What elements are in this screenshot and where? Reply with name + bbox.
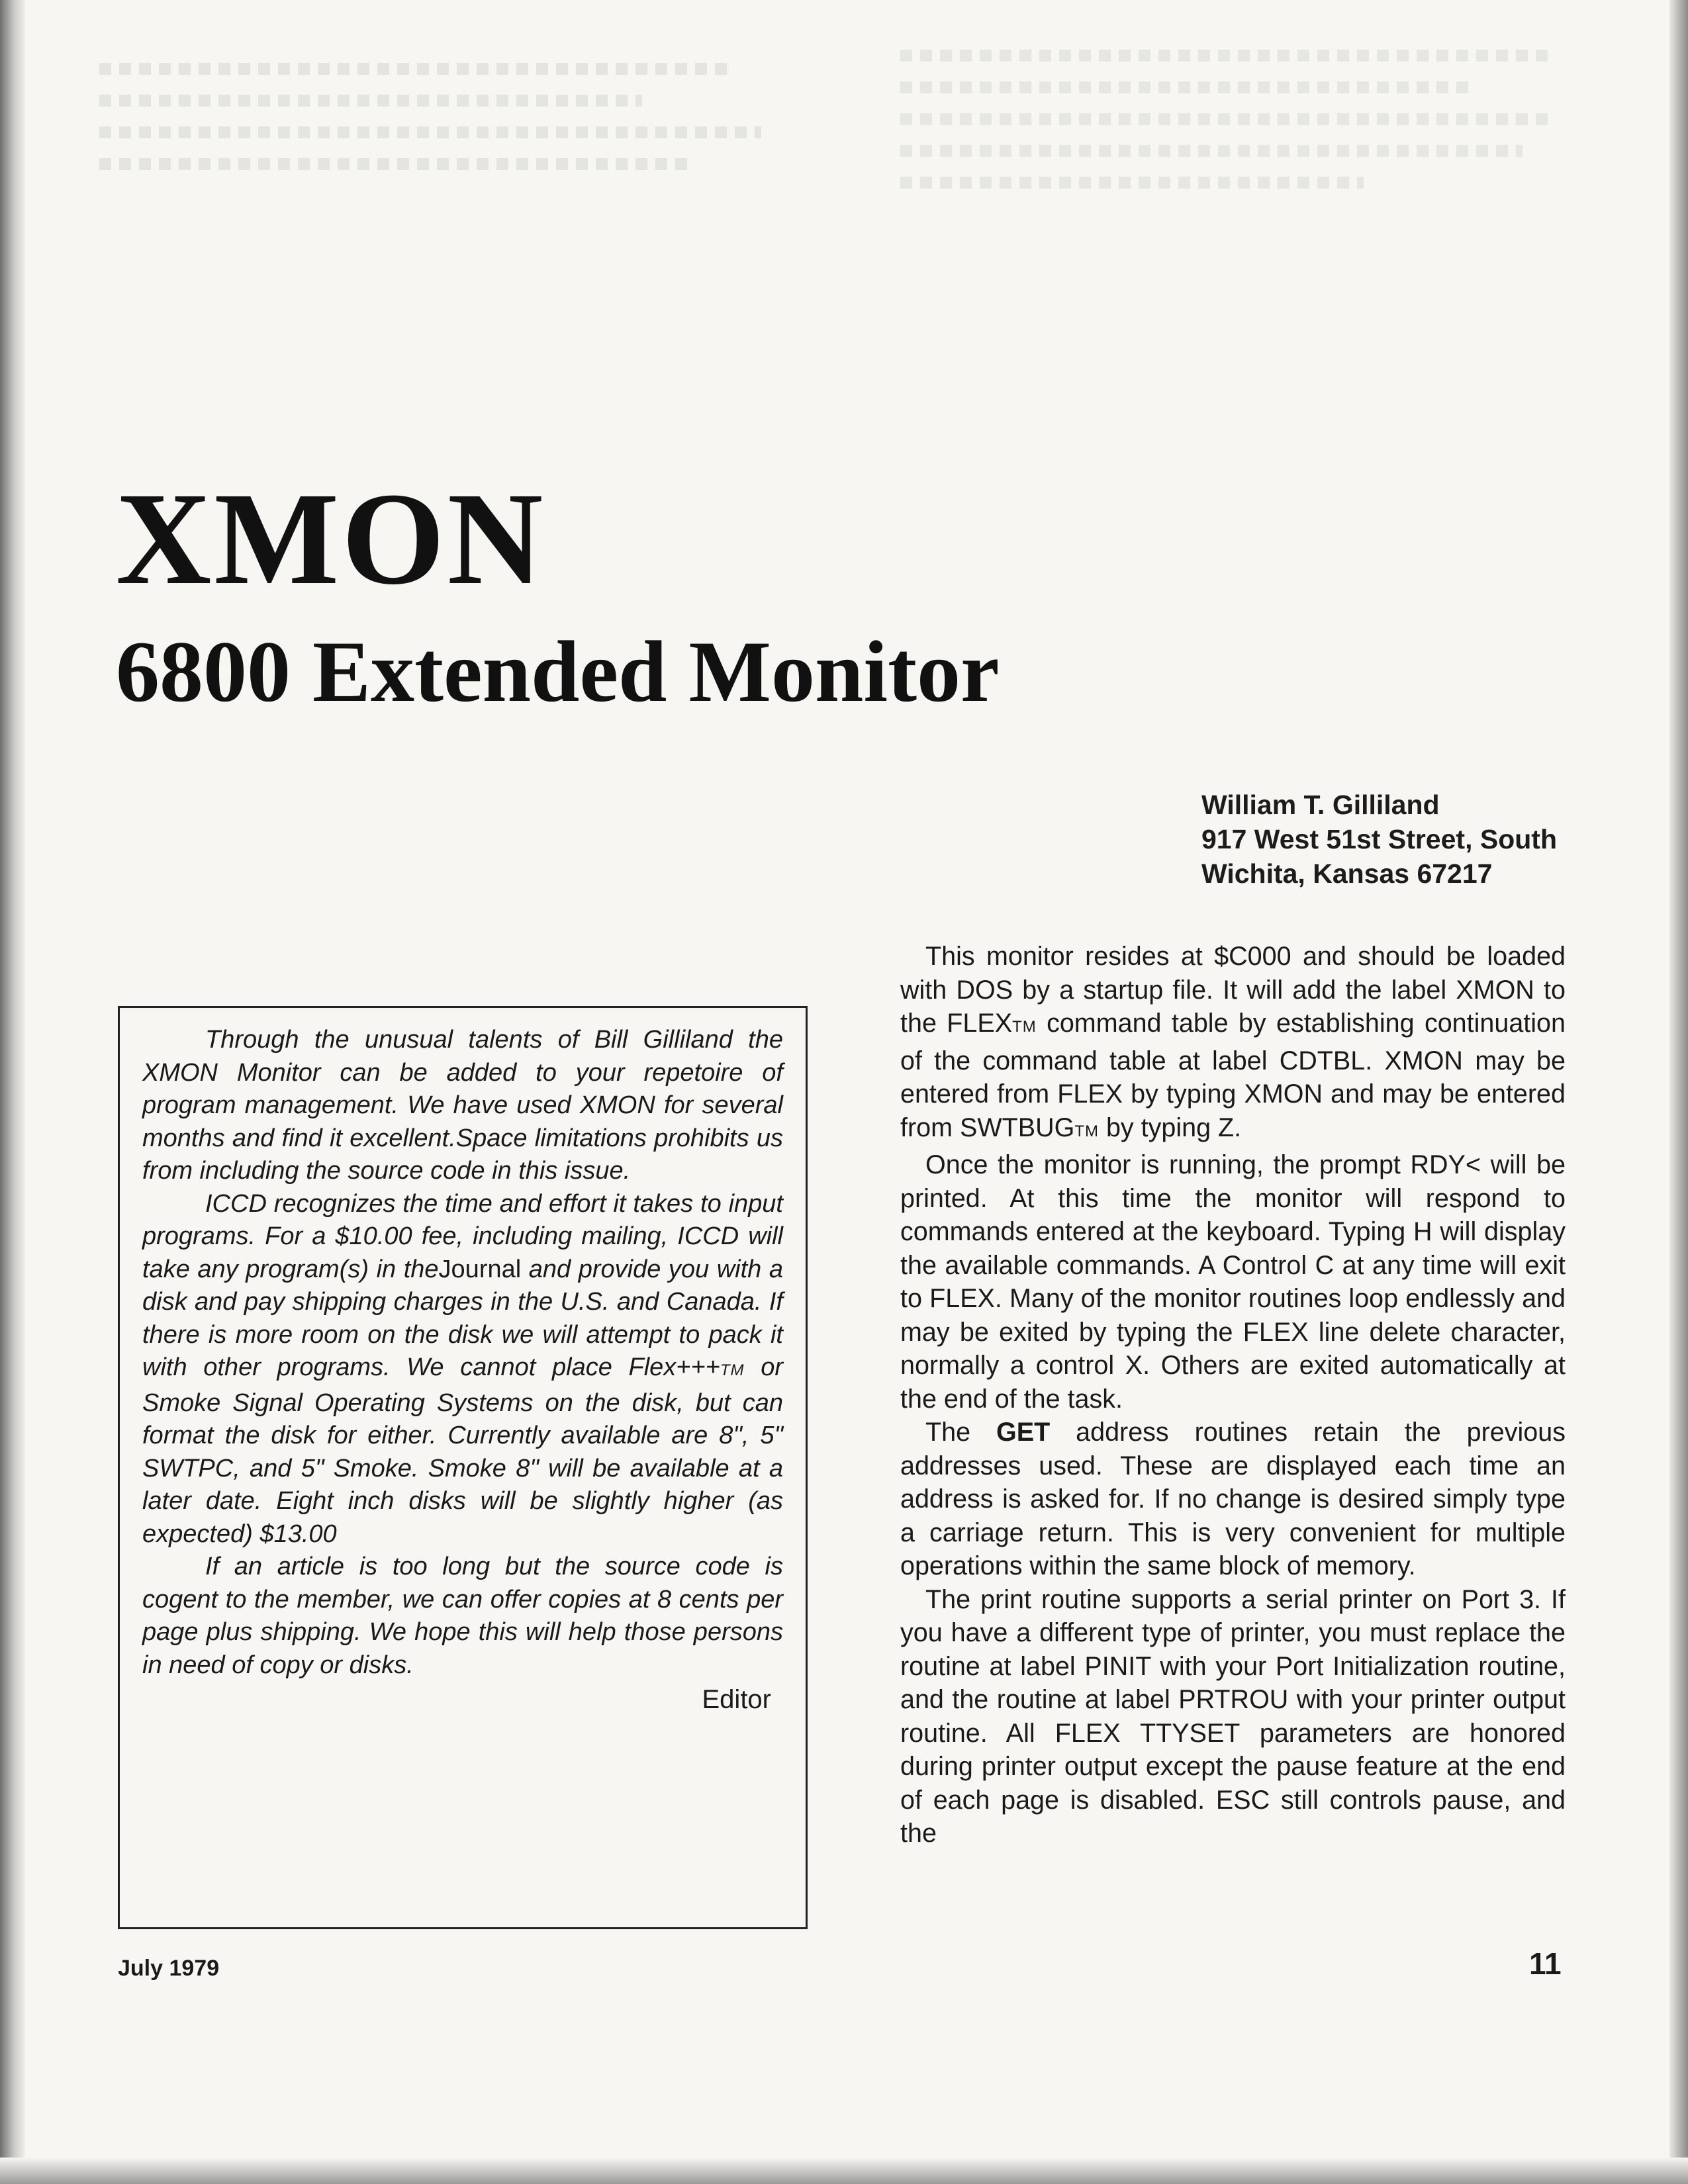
scan-shadow-bottom <box>0 2158 1688 2184</box>
editor-note-paragraph <box>142 1188 783 1551</box>
page-number: 11 <box>1529 1946 1562 1981</box>
author-city: Wichita, Kansas 67217 <box>1201 858 1493 889</box>
author-street: 917 West 51st Street, South <box>1201 824 1557 854</box>
editor-note-paragraph: Through the unusual talents of Bill Gilliland the XMON Monitor can be added to your repetoire of program management. We have used XMON for several months and find it excellent.Space limitations prohibits us from including the source code in this issue. <box>142 1026 783 1185</box>
scan-shadow-right <box>1669 0 1688 2184</box>
body-text: by typing Z. <box>1105 1113 1242 1142</box>
bleed-through-left <box>99 53 814 190</box>
footer-date: July 1979 <box>118 1956 220 1981</box>
article-title: XMON <box>116 466 546 612</box>
bleed-through-right <box>900 40 1562 208</box>
body-paragraph: The print routine supports a serial printer on Port 3. If you have a different type of printer, you must replace the routine at label PINIT with your Port Initialization routine, and the routine at label PRTROU with your printer output routine. All FLEX TTYSET parameters are honored during printer output except the pause feature at the end of each page is disabled. ESC still controls pause, and the <box>900 1584 1566 1848</box>
journal-word: Journal <box>438 1255 522 1283</box>
body-text: address routines retain the previous addresses used. These are displayed each time an address is asked for. If no change is desired simply type a carriage return. This is very convenient for multiple operations within the same block of memory. <box>900 1418 1566 1580</box>
editor-note-paragraph: If an article is too long but the source code is cogent to the member, we can offer copies at 8 cents per page plus shipping. We hope this will help those persons in need of copy or disks. <box>142 1553 783 1679</box>
article-body <box>900 940 1566 1850</box>
body-text: This monitor resides at $C000 and should be loaded with DOS by a startup file. It will add the label XMON to the FLEX <box>900 942 1566 1038</box>
scan-shadow-left <box>0 0 25 2184</box>
trademark-mark: TM <box>720 1361 745 1379</box>
body-text: The <box>925 1418 971 1447</box>
body-paragraph <box>900 1416 1566 1583</box>
editor-note-box <box>118 1006 808 1929</box>
editor-note-text: and provide you with a disk and pay shipping charges in the U.S. and Canada. If there is more room on the disk we will attempt to pack it with other programs. We cannot place Flex+++ <box>142 1255 783 1381</box>
body-paragraph: Once the monitor is running, the prompt RDY< will be printed. At this time the monitor will respond to commands entered at the keyboard. Typing H will display the available commands. A Control C at any time will exit to FLEX. Many of the monitor routines loop endlessly and may be exited by typing the FLEX line delete character, normally a control X. Others are exited automatically at the end of the task. <box>900 1150 1566 1414</box>
editor-note-text: ICCD recognizes the time and effort it takes to input programs. For a $10.00 fee, including mailing, ICCD will take any program(s) in the <box>142 1189 783 1283</box>
body-paragraph <box>900 940 1566 1148</box>
trademark-mark: TM <box>1074 1122 1099 1140</box>
author-block <box>1201 788 1572 891</box>
editor-signature: Editor <box>702 1685 771 1714</box>
trademark-mark: TM <box>1012 1018 1037 1036</box>
author-name: William T. Gilliland <box>1201 790 1440 820</box>
article-subtitle: 6800 Extended Monitor <box>116 623 1000 720</box>
body-text: command table by establishing continuation of the command table at label CDTBL. XMON may be entered from FLEX by typing XMON and may be entered from SWTBUG <box>900 1009 1566 1142</box>
get-keyword: GET <box>996 1418 1051 1447</box>
editor-note-text: or Smoke Signal Operating Systems on the disk, but can format the disk for either. Currently available are 8", 5" SWTPC, and 5" Smoke. Smoke 8" will be available at a later date. Eight inch disks will be slightly higher (as expected) $13.00 <box>142 1353 783 1548</box>
